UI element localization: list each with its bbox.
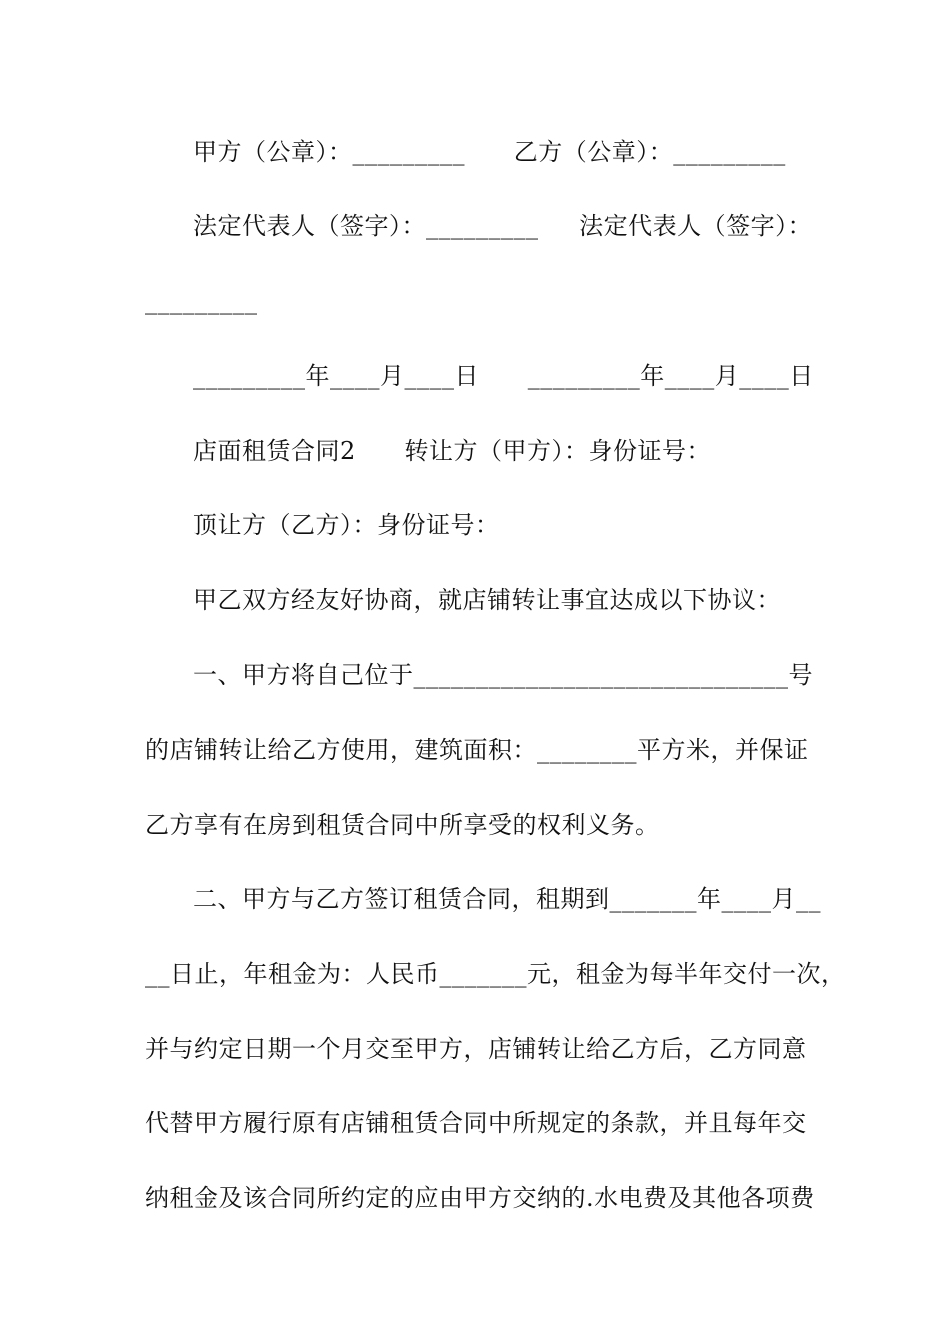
seal-line: 甲方（公章）：_________ 乙方（公章）：_________ xyxy=(193,138,786,166)
clause-1-line-2: 的店铺转让给乙方使用，建筑面积：________平方米，并保证 xyxy=(145,736,809,764)
agreement-intro-line: 甲乙双方经友好协商，就店铺转让事宜达成以下协议： xyxy=(193,586,781,614)
clause-2-line-1: 二、甲方与乙方签订租赁合同，租期到_______年____月__ xyxy=(193,885,821,913)
clause-1-line-3: 乙方享有在房到租赁合同中所享受的权利义务。 xyxy=(145,811,660,839)
clause-2-line-3: 并与约定日期一个月交至甲方，店铺转让给乙方后，乙方同意 xyxy=(145,1035,807,1063)
clause-2-line-5: 纳租金及该合同所约定的应由甲方交纳的.水电费及其他各项费 xyxy=(145,1184,815,1212)
clause-2-line-4: 代替甲方履行原有店铺租赁合同中所规定的条款，并且每年交 xyxy=(145,1109,807,1137)
date-line: _________年____月____日 _________年____月____日 xyxy=(193,362,814,390)
clause-2-line-2: __日止，年租金为：人民币_______元，租金为每半年交付一次， xyxy=(145,960,846,988)
clause-1-line-1: 一、甲方将自己位于______________________________号 xyxy=(193,661,813,689)
representative-blank-line: _________ xyxy=(145,287,258,315)
contract-title-line: 店面租赁合同2 转让方（甲方）：身份证号： xyxy=(193,437,712,465)
representative-line: 法定代表人（签字）：_________ 法定代表人（签字）： xyxy=(193,212,813,240)
transferee-line: 顶让方（乙方）：身份证号： xyxy=(193,511,500,539)
